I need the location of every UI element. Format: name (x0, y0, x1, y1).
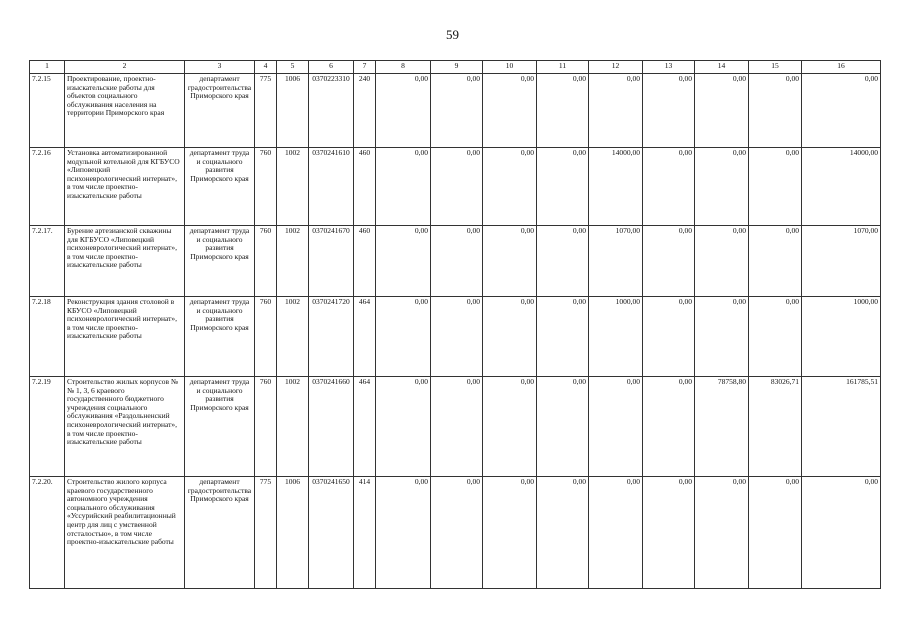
budget-table (29, 60, 881, 589)
table-cell: 760 (255, 297, 277, 377)
table-cell: 0,00 (643, 477, 695, 589)
table-cell: 0,00 (589, 477, 643, 589)
table-cell: 0,00 (643, 377, 695, 477)
table-cell: 775 (255, 74, 277, 148)
table-cell: 1070,00 (802, 226, 881, 297)
column-header: 8 (376, 61, 431, 74)
table-cell: 1002 (277, 226, 309, 297)
table-cell: 460 (354, 226, 376, 297)
table-cell: 414 (354, 477, 376, 589)
table-cell: 0,00 (483, 377, 537, 477)
table-cell: 7.2.15 (30, 74, 65, 148)
page-number: 59 (446, 27, 459, 42)
table-row (30, 477, 881, 589)
table-cell: 0,00 (749, 477, 802, 589)
table-cell: 0,00 (376, 226, 431, 297)
table-cell: 0,00 (431, 148, 483, 226)
table-cell: 1000,00 (589, 297, 643, 377)
table-cell: департамент труда и социального развития Приморского края (185, 148, 255, 226)
table-cell: 0,00 (431, 226, 483, 297)
table-cell: 760 (255, 148, 277, 226)
table-cell: 7.2.19 (30, 377, 65, 477)
column-header: 4 (255, 61, 277, 74)
table-cell: 0,00 (537, 148, 589, 226)
table-cell: 14000,00 (589, 148, 643, 226)
table-cell: 161785,51 (802, 377, 881, 477)
table-row (30, 148, 881, 226)
table-cell: 0,00 (537, 297, 589, 377)
column-header: 11 (537, 61, 589, 74)
column-header: 9 (431, 61, 483, 74)
table-cell: 1002 (277, 377, 309, 477)
table-cell: 1006 (277, 74, 309, 148)
table-cell: 0,00 (537, 377, 589, 477)
table-cell: 0,00 (695, 74, 749, 148)
table-cell: Реконструкция здания столовой в КБУСО «Липовецкий психоневрологический интернат», в том числе проектно-изыскательские работы (65, 297, 185, 377)
table-row (30, 74, 881, 148)
table-cell: департамент труда и социального развития Приморского края (185, 297, 255, 377)
table-cell: 240 (354, 74, 376, 148)
table-row (30, 297, 881, 377)
table-cell: 0,00 (537, 74, 589, 148)
column-header: 13 (643, 61, 695, 74)
table-cell: 0,00 (537, 226, 589, 297)
table-cell: 0,00 (431, 74, 483, 148)
table-cell: 760 (255, 226, 277, 297)
table-cell: 460 (354, 148, 376, 226)
table-cell: 0,00 (695, 226, 749, 297)
table-cell: 0,00 (376, 74, 431, 148)
table-cell: департамент труда и социального развития Приморского края (185, 377, 255, 477)
table-cell: 464 (354, 297, 376, 377)
table-row (30, 377, 881, 477)
table-cell: 0,00 (483, 226, 537, 297)
column-header: 16 (802, 61, 881, 74)
table-cell: 0370241610 (309, 148, 354, 226)
table-cell: 78758,80 (695, 377, 749, 477)
table-cell: департамент труда и социального развития Приморского края (185, 226, 255, 297)
table-cell: 0,00 (695, 148, 749, 226)
table-cell: 0,00 (483, 297, 537, 377)
table-cell: 7.2.20. (30, 477, 65, 589)
table-cell: 1002 (277, 148, 309, 226)
table-cell: 0,00 (376, 148, 431, 226)
column-header: 1 (30, 61, 65, 74)
table-cell: 1000,00 (802, 297, 881, 377)
table-cell: департамент градостроительства Приморского края (185, 477, 255, 589)
table-cell: 0,00 (749, 297, 802, 377)
table-cell: 0,00 (537, 477, 589, 589)
table-cell: 0,00 (431, 297, 483, 377)
table-cell: 0,00 (376, 297, 431, 377)
table-cell: 0370241660 (309, 377, 354, 477)
header-row (30, 61, 881, 74)
table-cell: 1006 (277, 477, 309, 589)
table-cell: 0370241670 (309, 226, 354, 297)
table-cell: 0370241650 (309, 477, 354, 589)
table-cell: 0370241720 (309, 297, 354, 377)
table-cell: 0,00 (376, 477, 431, 589)
column-header: 5 (277, 61, 309, 74)
table-cell: 14000,00 (802, 148, 881, 226)
table-cell: 0,00 (643, 226, 695, 297)
table-cell: 83026,71 (749, 377, 802, 477)
column-header: 10 (483, 61, 537, 74)
column-header: 6 (309, 61, 354, 74)
table-cell: 0,00 (802, 74, 881, 148)
table-cell: 0,00 (483, 477, 537, 589)
column-header: 2 (65, 61, 185, 74)
table-cell: Проектирование, проектно-изыскательские работы для объектов социального обслуживания населения на территории Приморского края (65, 74, 185, 148)
table-cell: 760 (255, 377, 277, 477)
table-cell: 0,00 (749, 74, 802, 148)
table-cell: 0,00 (483, 148, 537, 226)
table-cell: 0,00 (376, 377, 431, 477)
table-cell: 7.2.17. (30, 226, 65, 297)
table-cell: Бурение артезианской скважины для КГБУСО «Липовецкий психоневрологический интернат», в том числе проектно-изыскательские работы (65, 226, 185, 297)
table-cell: 0370223310 (309, 74, 354, 148)
table-cell: 7.2.16 (30, 148, 65, 226)
table-body (30, 74, 881, 589)
table-cell: 0,00 (431, 477, 483, 589)
table-cell: 0,00 (431, 377, 483, 477)
table-cell: 0,00 (749, 148, 802, 226)
table-cell: департамент градостроительства Приморского края (185, 74, 255, 148)
column-header: 3 (185, 61, 255, 74)
table-cell: Строительство жилого корпуса краевого государственного автономного учреждения социального обслуживания «Уссурийский реабилитационный центр для лиц с умственной отсталостью», в том числе проектно-изыскательские работы (65, 477, 185, 589)
table-cell: Установка автоматизированной модульной котельной для КГБУСО «Липовецкий психоневрологический интернат», в том числе проектно-изыскательские работы (65, 148, 185, 226)
table-cell: 0,00 (643, 74, 695, 148)
table-row (30, 226, 881, 297)
table-cell: 1070,00 (589, 226, 643, 297)
table-cell: 0,00 (802, 477, 881, 589)
table-cell: 0,00 (483, 74, 537, 148)
table-cell: 1002 (277, 297, 309, 377)
table-cell: 0,00 (589, 377, 643, 477)
column-header: 7 (354, 61, 376, 74)
table-cell: 0,00 (749, 226, 802, 297)
table-cell: 0,00 (695, 297, 749, 377)
column-header: 15 (749, 61, 802, 74)
table-cell: 0,00 (643, 297, 695, 377)
table-cell: 775 (255, 477, 277, 589)
column-header: 14 (695, 61, 749, 74)
table-cell: 7.2.18 (30, 297, 65, 377)
table-cell: 0,00 (695, 477, 749, 589)
table-cell: 0,00 (643, 148, 695, 226)
table-cell: 0,00 (589, 74, 643, 148)
table-cell: Строительство жилых корпусов №№ 1, 3, 6 краевого государственного бюджетного учреждения социального обслуживания «Раздольненский психоневрологический интернат», в том числе проектно-изыскательские работы (65, 377, 185, 477)
table-cell: 464 (354, 377, 376, 477)
column-header: 12 (589, 61, 643, 74)
